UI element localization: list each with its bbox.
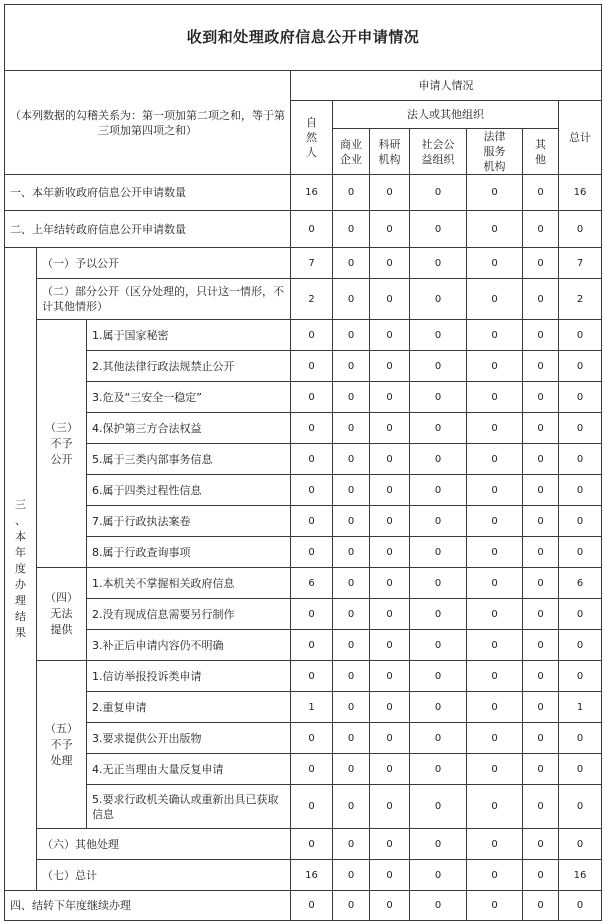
value-cell: 0 bbox=[523, 506, 559, 537]
value-cell: 0 bbox=[559, 754, 602, 785]
value-cell: 0 bbox=[333, 537, 370, 568]
value-cell: 0 bbox=[370, 661, 410, 692]
section3-label: 三 、 本 年 度 办 理 结 果 bbox=[5, 248, 37, 891]
value-cell: 0 bbox=[370, 829, 410, 860]
row-label: 一、本年新收政府信息公开申请数量 bbox=[5, 175, 291, 211]
value-cell: 16 bbox=[291, 175, 333, 211]
value-cell: 0 bbox=[559, 444, 602, 475]
value-cell: 0 bbox=[333, 568, 370, 599]
value-cell: 0 bbox=[467, 723, 523, 754]
table-row bbox=[5, 829, 602, 860]
value-cell: 0 bbox=[523, 211, 559, 248]
row-label: 3.补正后申请内容仍不明确 bbox=[87, 630, 291, 661]
value-cell: 0 bbox=[333, 754, 370, 785]
value-cell: 0 bbox=[333, 382, 370, 413]
value-cell: 0 bbox=[291, 211, 333, 248]
value-cell: 0 bbox=[467, 630, 523, 661]
value-cell: 0 bbox=[291, 382, 333, 413]
value-cell: 0 bbox=[410, 382, 467, 413]
value-cell: 0 bbox=[410, 829, 467, 860]
value-cell: 0 bbox=[370, 891, 410, 921]
value-cell: 0 bbox=[523, 279, 559, 320]
value-cell: 0 bbox=[467, 248, 523, 279]
header-commercial: 商业 企业 bbox=[333, 129, 370, 175]
value-cell: 0 bbox=[410, 860, 467, 891]
table-row bbox=[5, 754, 602, 785]
value-cell: 0 bbox=[291, 630, 333, 661]
value-cell: 0 bbox=[370, 248, 410, 279]
value-cell: 0 bbox=[410, 320, 467, 351]
value-cell: 0 bbox=[333, 785, 370, 829]
table-row bbox=[5, 320, 602, 351]
value-cell: 0 bbox=[410, 351, 467, 382]
table-title: 收到和处理政府信息公开申请情况 bbox=[5, 5, 602, 71]
value-cell: 0 bbox=[523, 829, 559, 860]
value-cell: 0 bbox=[333, 475, 370, 506]
group-unable: （四） 无法 提供 bbox=[37, 568, 87, 661]
table-row bbox=[5, 175, 602, 211]
value-cell: 0 bbox=[467, 537, 523, 568]
value-cell: 0 bbox=[467, 506, 523, 537]
value-cell: 0 bbox=[291, 351, 333, 382]
value-cell: 0 bbox=[291, 320, 333, 351]
value-cell: 0 bbox=[523, 320, 559, 351]
value-cell: 0 bbox=[467, 661, 523, 692]
value-cell: 0 bbox=[410, 279, 467, 320]
group-not-processed: （五） 不予 处理 bbox=[37, 661, 87, 829]
row-label: 3.要求提供公开出版物 bbox=[87, 723, 291, 754]
table-row bbox=[5, 692, 602, 723]
row-label: 6.属于四类过程性信息 bbox=[87, 475, 291, 506]
row-label: 4.保护第三方合法权益 bbox=[87, 413, 291, 444]
value-cell: 0 bbox=[559, 829, 602, 860]
value-cell: 0 bbox=[291, 829, 333, 860]
value-cell: 0 bbox=[370, 754, 410, 785]
value-cell: 0 bbox=[523, 754, 559, 785]
value-cell: 0 bbox=[523, 248, 559, 279]
value-cell: 2 bbox=[291, 279, 333, 320]
value-cell: 0 bbox=[370, 692, 410, 723]
value-cell: 0 bbox=[410, 537, 467, 568]
table-row bbox=[5, 537, 602, 568]
value-cell: 0 bbox=[291, 754, 333, 785]
value-cell: 0 bbox=[559, 537, 602, 568]
value-cell: 0 bbox=[523, 860, 559, 891]
value-cell: 0 bbox=[410, 475, 467, 506]
row-label: （七）总计 bbox=[37, 860, 291, 891]
value-cell: 7 bbox=[559, 248, 602, 279]
value-cell: 0 bbox=[523, 175, 559, 211]
value-cell: 0 bbox=[559, 211, 602, 248]
value-cell: 0 bbox=[333, 661, 370, 692]
header-legal-service: 法律 服务 机构 bbox=[467, 129, 523, 175]
row-label: 1.属于国家秘密 bbox=[87, 320, 291, 351]
value-cell: 0 bbox=[559, 630, 602, 661]
value-cell: 0 bbox=[333, 320, 370, 351]
value-cell: 0 bbox=[370, 785, 410, 829]
header-legal-org: 法人或其他组织 bbox=[333, 101, 559, 129]
value-cell: 0 bbox=[410, 692, 467, 723]
value-cell: 0 bbox=[523, 630, 559, 661]
header-social-welfare: 社会公 益组织 bbox=[410, 129, 467, 175]
value-cell: 0 bbox=[370, 568, 410, 599]
value-cell: 0 bbox=[370, 630, 410, 661]
value-cell: 0 bbox=[410, 785, 467, 829]
value-cell: 0 bbox=[291, 785, 333, 829]
value-cell: 0 bbox=[467, 568, 523, 599]
value-cell: 0 bbox=[291, 413, 333, 444]
value-cell: 0 bbox=[559, 506, 602, 537]
value-cell: 0 bbox=[523, 723, 559, 754]
value-cell: 0 bbox=[467, 599, 523, 630]
row-label: 2.没有现成信息需要另行制作 bbox=[87, 599, 291, 630]
table-row bbox=[5, 351, 602, 382]
value-cell: 0 bbox=[559, 661, 602, 692]
value-cell: 0 bbox=[410, 175, 467, 211]
header-note: （本列数据的勾稽关系为：第一项加第二项之和，等于第三项加第四项之和） bbox=[5, 71, 291, 175]
value-cell: 1 bbox=[559, 692, 602, 723]
value-cell: 0 bbox=[370, 413, 410, 444]
value-cell: 6 bbox=[291, 568, 333, 599]
value-cell: 0 bbox=[291, 444, 333, 475]
row-label: （六）其他处理 bbox=[37, 829, 291, 860]
value-cell: 0 bbox=[523, 568, 559, 599]
value-cell: 0 bbox=[410, 568, 467, 599]
table-row bbox=[5, 382, 602, 413]
table-row bbox=[5, 444, 602, 475]
value-cell: 0 bbox=[467, 175, 523, 211]
table-row bbox=[5, 661, 602, 692]
value-cell: 0 bbox=[410, 444, 467, 475]
row-label: 2.其他法律行政法规禁止公开 bbox=[87, 351, 291, 382]
value-cell: 0 bbox=[370, 320, 410, 351]
row-label: （一）予以公开 bbox=[37, 248, 291, 279]
value-cell: 0 bbox=[333, 692, 370, 723]
value-cell: 0 bbox=[523, 444, 559, 475]
value-cell: 0 bbox=[410, 891, 467, 921]
value-cell: 0 bbox=[370, 537, 410, 568]
value-cell: 0 bbox=[291, 506, 333, 537]
value-cell: 0 bbox=[370, 444, 410, 475]
value-cell: 0 bbox=[523, 413, 559, 444]
value-cell: 0 bbox=[333, 506, 370, 537]
value-cell: 0 bbox=[410, 506, 467, 537]
value-cell: 0 bbox=[291, 891, 333, 921]
value-cell: 0 bbox=[559, 413, 602, 444]
value-cell: 0 bbox=[559, 475, 602, 506]
value-cell: 0 bbox=[333, 413, 370, 444]
header-total: 总计 bbox=[559, 101, 602, 175]
row-label: 7.属于行政执法案卷 bbox=[87, 506, 291, 537]
value-cell: 0 bbox=[333, 860, 370, 891]
table-row bbox=[5, 599, 602, 630]
value-cell: 0 bbox=[467, 891, 523, 921]
header-other: 其 他 bbox=[523, 129, 559, 175]
value-cell: 0 bbox=[410, 754, 467, 785]
value-cell: 0 bbox=[467, 211, 523, 248]
value-cell: 7 bbox=[291, 248, 333, 279]
value-cell: 0 bbox=[467, 320, 523, 351]
row-label: 8.属于行政查询事项 bbox=[87, 537, 291, 568]
table-row bbox=[5, 475, 602, 506]
value-cell: 0 bbox=[370, 351, 410, 382]
value-cell: 0 bbox=[559, 891, 602, 921]
value-cell: 0 bbox=[370, 279, 410, 320]
value-cell: 0 bbox=[370, 860, 410, 891]
value-cell: 0 bbox=[333, 248, 370, 279]
value-cell: 0 bbox=[559, 351, 602, 382]
value-cell: 0 bbox=[523, 351, 559, 382]
value-cell: 0 bbox=[291, 661, 333, 692]
value-cell: 0 bbox=[410, 630, 467, 661]
value-cell: 0 bbox=[559, 599, 602, 630]
group-not-open: （三） 不予 公开 bbox=[37, 320, 87, 568]
row-label: 1.本机关不掌握相关政府信息 bbox=[87, 568, 291, 599]
value-cell: 16 bbox=[559, 860, 602, 891]
value-cell: 0 bbox=[523, 891, 559, 921]
row-label: 2.重复申请 bbox=[87, 692, 291, 723]
table-row bbox=[5, 413, 602, 444]
value-cell: 0 bbox=[467, 279, 523, 320]
table-row bbox=[5, 568, 602, 599]
value-cell: 0 bbox=[333, 279, 370, 320]
header-natural-person: 自 然 人 bbox=[291, 101, 333, 175]
value-cell: 0 bbox=[333, 630, 370, 661]
value-cell: 0 bbox=[333, 599, 370, 630]
value-cell: 2 bbox=[559, 279, 602, 320]
value-cell: 0 bbox=[467, 475, 523, 506]
value-cell: 0 bbox=[467, 351, 523, 382]
row-label: 3.危及“三安全一稳定” bbox=[87, 382, 291, 413]
value-cell: 0 bbox=[291, 723, 333, 754]
value-cell: 0 bbox=[467, 382, 523, 413]
row-label: 四、结转下年度继续办理 bbox=[5, 891, 291, 921]
table-row bbox=[5, 723, 602, 754]
row-label: 1.信访举报投诉类申请 bbox=[87, 661, 291, 692]
value-cell: 16 bbox=[559, 175, 602, 211]
value-cell: 0 bbox=[467, 860, 523, 891]
table-row bbox=[5, 630, 602, 661]
value-cell: 0 bbox=[467, 829, 523, 860]
value-cell: 0 bbox=[523, 599, 559, 630]
row-label: 5.要求行政机关确认或重新出具已获取信息 bbox=[87, 785, 291, 829]
value-cell: 0 bbox=[559, 382, 602, 413]
value-cell: 0 bbox=[370, 211, 410, 248]
value-cell: 0 bbox=[370, 723, 410, 754]
value-cell: 0 bbox=[410, 661, 467, 692]
value-cell: 0 bbox=[410, 723, 467, 754]
value-cell: 0 bbox=[291, 537, 333, 568]
info-disclosure-table bbox=[4, 4, 602, 921]
table-row bbox=[5, 279, 602, 320]
value-cell: 0 bbox=[523, 785, 559, 829]
value-cell: 0 bbox=[291, 599, 333, 630]
row-label: （二）部分公开（区分处理的，只计这一情形，不计其他情形） bbox=[37, 279, 291, 320]
value-cell: 16 bbox=[291, 860, 333, 891]
value-cell: 0 bbox=[523, 692, 559, 723]
value-cell: 0 bbox=[333, 175, 370, 211]
value-cell: 0 bbox=[333, 211, 370, 248]
value-cell: 0 bbox=[333, 891, 370, 921]
table-row bbox=[5, 506, 602, 537]
value-cell: 0 bbox=[467, 692, 523, 723]
value-cell: 0 bbox=[467, 785, 523, 829]
value-cell: 0 bbox=[370, 506, 410, 537]
value-cell: 0 bbox=[523, 382, 559, 413]
value-cell: 6 bbox=[559, 568, 602, 599]
row-label: 二、上年结转政府信息公开申请数量 bbox=[5, 211, 291, 248]
value-cell: 0 bbox=[467, 444, 523, 475]
value-cell: 0 bbox=[410, 599, 467, 630]
value-cell: 0 bbox=[467, 413, 523, 444]
value-cell: 0 bbox=[523, 475, 559, 506]
table-row bbox=[5, 860, 602, 891]
value-cell: 0 bbox=[370, 599, 410, 630]
row-label: 4.无正当理由大量反复申请 bbox=[87, 754, 291, 785]
value-cell: 0 bbox=[370, 175, 410, 211]
value-cell: 0 bbox=[559, 320, 602, 351]
value-cell: 0 bbox=[333, 444, 370, 475]
header-applicant: 申请人情况 bbox=[291, 71, 602, 101]
value-cell: 0 bbox=[559, 785, 602, 829]
table-row bbox=[5, 248, 602, 279]
value-cell: 0 bbox=[333, 829, 370, 860]
value-cell: 0 bbox=[370, 382, 410, 413]
value-cell: 0 bbox=[467, 754, 523, 785]
value-cell: 0 bbox=[410, 413, 467, 444]
value-cell: 0 bbox=[410, 248, 467, 279]
row-label: 5.属于三类内部事务信息 bbox=[87, 444, 291, 475]
value-cell: 1 bbox=[291, 692, 333, 723]
table-row bbox=[5, 211, 602, 248]
value-cell: 0 bbox=[523, 537, 559, 568]
value-cell: 0 bbox=[523, 661, 559, 692]
value-cell: 0 bbox=[333, 723, 370, 754]
value-cell: 0 bbox=[559, 723, 602, 754]
value-cell: 0 bbox=[410, 211, 467, 248]
table-row bbox=[5, 891, 602, 921]
table-row bbox=[5, 785, 602, 829]
header-research: 科研 机构 bbox=[370, 129, 410, 175]
value-cell: 0 bbox=[370, 475, 410, 506]
value-cell: 0 bbox=[333, 351, 370, 382]
value-cell: 0 bbox=[291, 475, 333, 506]
